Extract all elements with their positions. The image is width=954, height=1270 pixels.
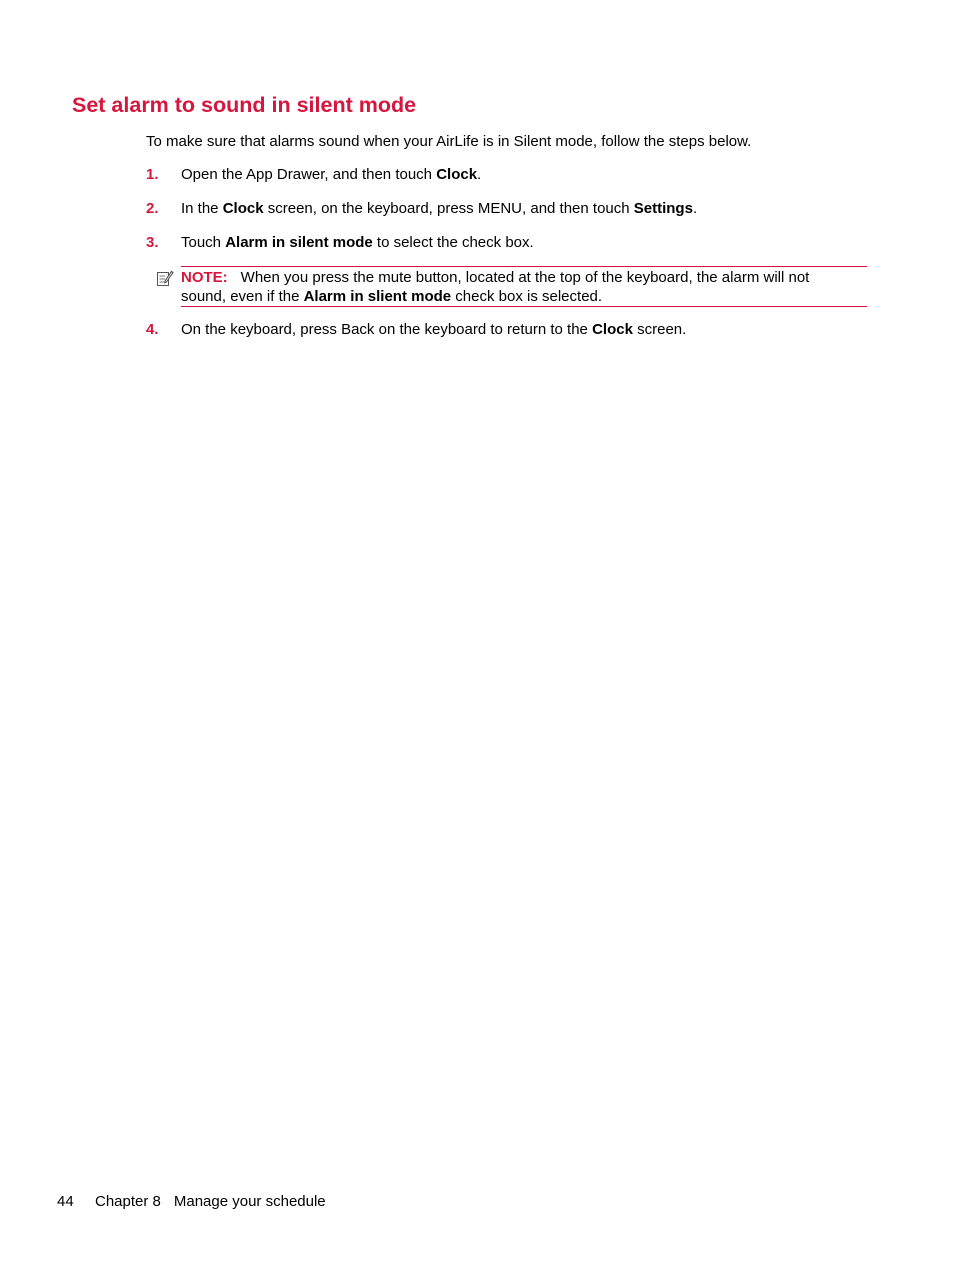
note-line-1: NOTE: When you press the mute button, located at the top of the keyboard, the alarm will not [181,269,810,286]
note-label: NOTE: [181,269,228,286]
step-text: Open the App Drawer, and then touch Clock. [181,166,482,183]
page-number: 44 [57,1193,74,1210]
step-text: In the Clock screen, on the keyboard, press MENU, and then touch Settings. [181,200,698,217]
note-line-2: sound, even if the Alarm in slient mode check box is selected. [181,288,603,305]
step-number: 4. [146,321,159,338]
step-text: Touch Alarm in silent mode to select the check box. [181,234,534,251]
step-text: On the keyboard, press Back on the keyboard to return to the Clock screen. [181,321,687,338]
note-pencil-icon [156,269,174,287]
chapter-label: Chapter 8 [95,1193,161,1210]
page-title: Set alarm to sound in silent mode [72,93,417,117]
step-number: 2. [146,200,159,217]
page-footer [57,1193,326,1210]
step-number: 3. [146,234,159,251]
note-box [181,266,867,307]
step-number: 1. [146,166,159,183]
intro-paragraph: To make sure that alarms sound when your AirLife is in Silent mode, follow the steps below. [146,133,752,150]
chapter-title: Manage your schedule [173,1193,326,1210]
